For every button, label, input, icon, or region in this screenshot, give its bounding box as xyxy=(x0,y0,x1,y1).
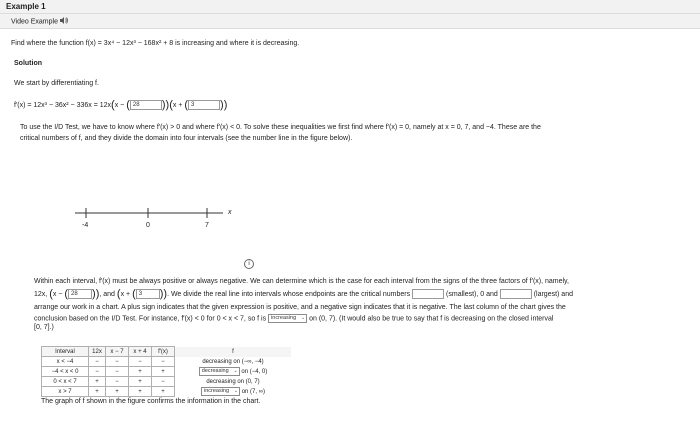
row-conclusion-cell xyxy=(175,387,292,397)
para-line4 xyxy=(34,314,553,323)
para-factor2-field[interactable]: 3 xyxy=(136,289,160,299)
header-12x: 12x xyxy=(89,347,106,357)
row-sign: + xyxy=(152,387,175,397)
info-icon[interactable]: i xyxy=(244,259,254,269)
conclusion-select-neg4-0[interactable] xyxy=(199,367,240,376)
row-sign: + xyxy=(152,367,175,377)
conclusion-select-gt7[interactable] xyxy=(201,387,240,396)
para-line1: Within each interval, f′(x) must be always positive or always negative. We can determine which is the case for each interval from the signs of the three factors of f′(x), namely, xyxy=(34,278,569,285)
row-sign: − xyxy=(106,357,129,367)
row-sign: + xyxy=(89,387,106,397)
table-row xyxy=(42,357,292,367)
para-12x: 12x, xyxy=(34,290,48,298)
para-line3: arrange our work in a chart. A plus sign indicates that the given expression is positive, and a negative sign indicates that it is negative. The last column of the chart gives the xyxy=(34,304,566,311)
increasing-decreasing-select[interactable] xyxy=(268,314,307,323)
largest-critical-field[interactable] xyxy=(500,289,532,299)
factor2-prefix: x + xyxy=(172,101,183,109)
para-factor1-field[interactable]: 28 xyxy=(68,289,92,299)
row-conclusion: on (7, ∞) xyxy=(241,389,266,396)
chart-footer-text: The graph of f shown in the figure confirms the information in the chart. xyxy=(41,398,261,405)
row-conclusion: decreasing on (−∞, −4) xyxy=(175,357,292,367)
row-sign: − xyxy=(152,377,175,387)
video-bar xyxy=(0,14,700,29)
number-line-axis-label: x xyxy=(228,209,232,216)
id-test-text-line1: To use the I/D Test, we have to know where f′(x) > 0 and where f′(x) < 0. To solve these inequalities we first find where f′(x) = 0, namely at x = 0, 7, and −4. These are the xyxy=(20,124,541,131)
start-text: We start by differentiating f. xyxy=(14,80,99,87)
header-x-minus-7: x − 7 xyxy=(106,347,129,357)
para-factor1-prefix: x − xyxy=(52,290,63,298)
smallest-critical-field[interactable] xyxy=(412,289,444,299)
row-sign: − xyxy=(152,357,175,367)
id-test-text-line2: critical numbers of f, and they divide the domain into four intervals (see the number line in the figure below). xyxy=(20,135,353,142)
interval-table xyxy=(41,346,291,397)
row-sign: − xyxy=(129,357,152,367)
row-sign: − xyxy=(106,377,129,387)
para-largest-text: (largest) and xyxy=(533,290,573,298)
row-sign: − xyxy=(89,357,106,367)
row-sign: − xyxy=(89,367,106,377)
number-line-svg xyxy=(65,200,240,240)
row-conclusion: decreasing on (0, 7) xyxy=(175,377,292,387)
row-sign: + xyxy=(106,387,129,397)
select-value: increasing xyxy=(203,388,230,394)
select-value: decreasing xyxy=(201,368,229,374)
row-sign: + xyxy=(89,377,106,387)
para-and: and xyxy=(103,290,115,298)
para-line4-start: conclusion based on the I/D Test. For instance, f′(x) < 0 for 0 < x < 7, so f is xyxy=(34,315,267,323)
table-header-row xyxy=(42,347,292,357)
row-interval: −4 < x < 0 xyxy=(42,367,89,377)
video-example-label: Video Example xyxy=(11,18,58,26)
para-line5: [0, 7].) xyxy=(34,324,54,331)
derivative-lhs: f′(x) = 12x³ − 36x² − 336x = 12x xyxy=(14,101,112,109)
row-sign: + xyxy=(129,367,152,377)
header-f: f xyxy=(175,347,292,357)
factor1-prefix: x − xyxy=(114,101,125,109)
row-interval: x > 7 xyxy=(42,387,89,397)
row-conclusion: on (−4, 0) xyxy=(241,369,268,376)
factor2-answer-field[interactable]: 3 xyxy=(188,100,220,110)
tick-label-7: 7 xyxy=(205,222,209,229)
number-line-figure xyxy=(65,200,240,240)
header-x-plus-4: x + 4 xyxy=(129,347,152,357)
chevron-down-icon: ⌄ xyxy=(233,368,238,374)
para-line4-end: on (0, 7). (It would also be true to say that f is decreasing on the closed interval xyxy=(309,315,554,323)
row-interval: x < −4 xyxy=(42,357,89,367)
row-interval: 0 < x < 7 xyxy=(42,377,89,387)
tick-label-0: 0 xyxy=(146,222,150,229)
table-row xyxy=(42,387,292,397)
para-line2: 12x, (x − ( 28 )), and (x + ( 3 )). We divide the real line into intervals whose endpoints are the critical numbers (smallest), 0 and (largest) and xyxy=(34,288,573,300)
header-fprime: f′(x) xyxy=(152,347,175,357)
chevron-down-icon: ⌄ xyxy=(233,388,239,394)
speaker-icon[interactable] xyxy=(60,17,69,26)
chevron-down-icon: ⌄ xyxy=(300,315,306,321)
row-sign: + xyxy=(129,387,152,397)
para-factor2-prefix: x + xyxy=(120,290,131,298)
table-row xyxy=(42,377,292,387)
example-title: Example 1 xyxy=(6,2,46,11)
row-conclusion-cell xyxy=(175,367,292,377)
tick-label-neg4: -4 xyxy=(82,222,89,229)
header-interval: Interval xyxy=(42,347,89,357)
interval-chart xyxy=(41,346,291,405)
derivative-line: f′(x) = 12x³ − 36x² − 336x = 12x(x − ( 28 ))(x + ( 3 )) xyxy=(14,99,228,111)
video-example-link[interactable] xyxy=(11,17,69,26)
para-critical-text: . We divide the real line into intervals whose endpoints are the critical numbers xyxy=(167,290,411,298)
para-smallest-text: (smallest), 0 and xyxy=(446,290,498,298)
row-sign: − xyxy=(106,367,129,377)
select-value: increasing xyxy=(271,315,297,321)
row-sign: + xyxy=(129,377,152,387)
factor1-answer-field[interactable]: 28 xyxy=(130,100,162,110)
example-header xyxy=(0,0,700,14)
problem-statement: Find where the function f(x) = 3x⁴ − 12x³ − 168x² + 8 is increasing and where it is decreasing. xyxy=(11,40,300,47)
table-row xyxy=(42,367,292,377)
solution-heading: Solution xyxy=(14,60,42,67)
